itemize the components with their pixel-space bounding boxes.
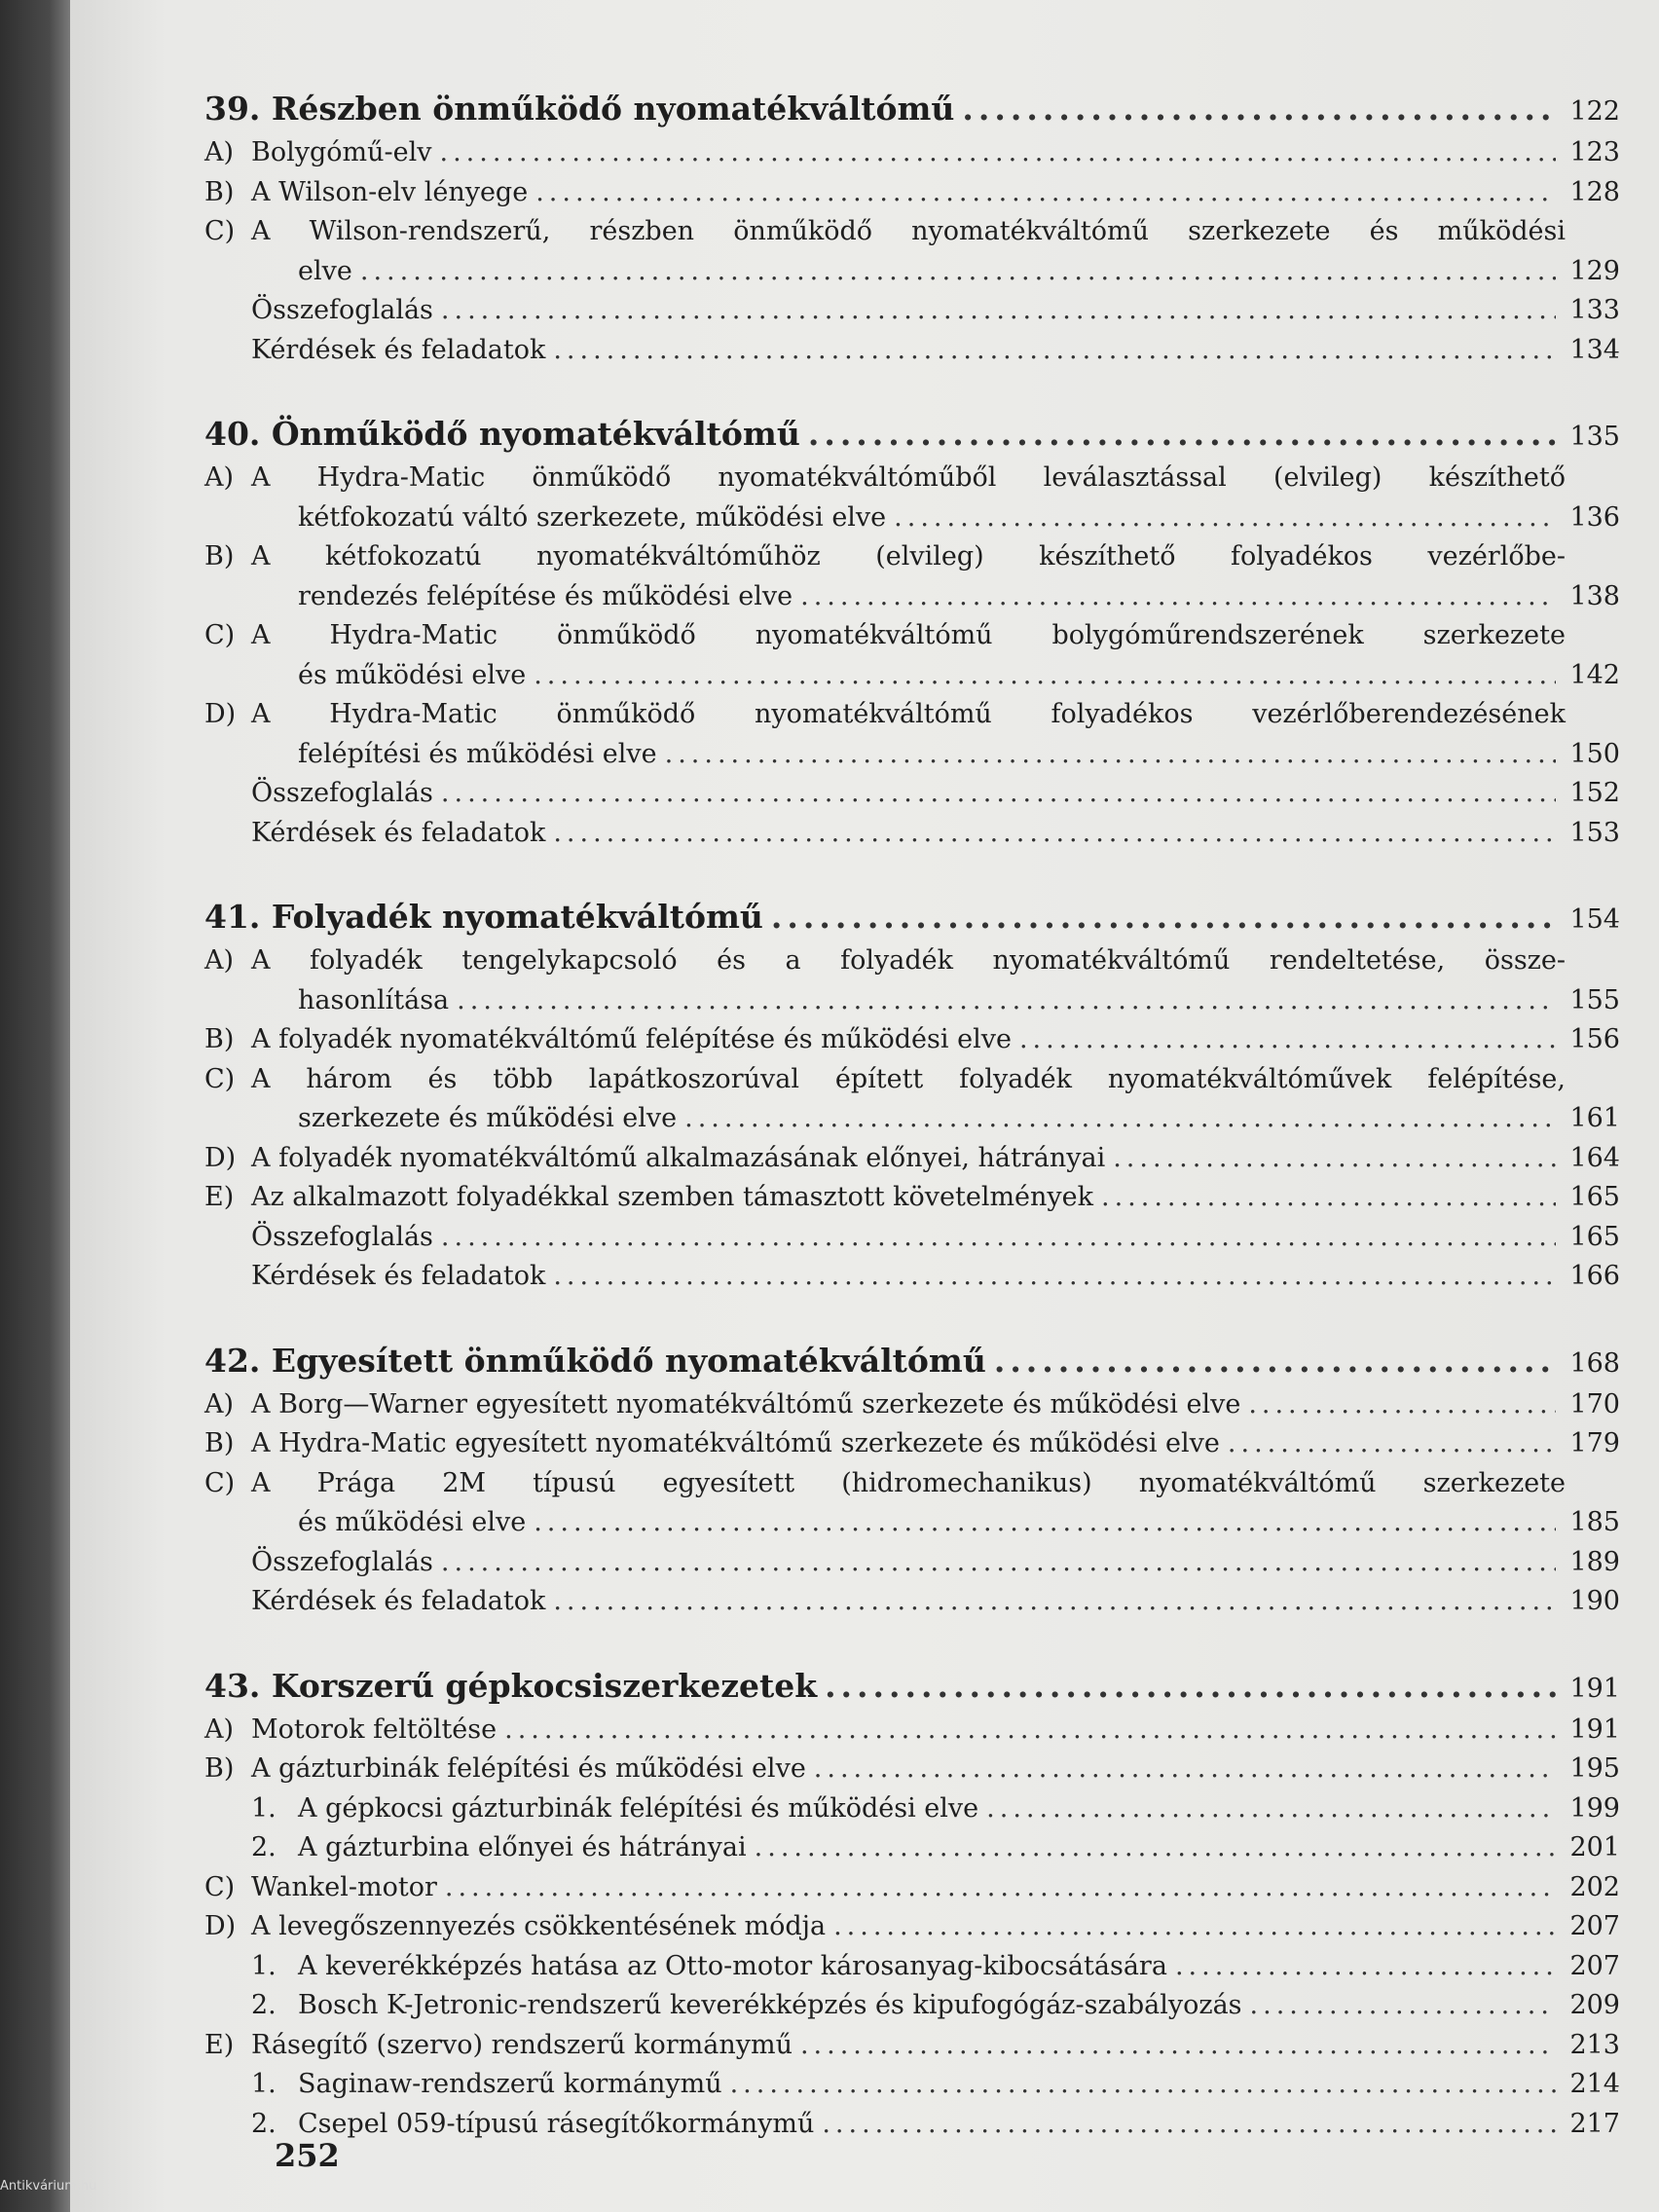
entry-page-number: 191 xyxy=(1569,1714,1620,1745)
toc-entry-line xyxy=(204,774,1620,814)
entry-text: Kérdések és feladatok xyxy=(251,817,546,848)
dot-leader xyxy=(1250,1986,1556,2026)
entry-text: A folyadék tengelykapcsoló és a folyadék nyomatékváltómű rendeltetése, össze- xyxy=(251,945,1566,976)
toc-entry-line xyxy=(204,2026,1620,2066)
entry-marker: D) xyxy=(204,699,237,729)
entry-page-number: 201 xyxy=(1569,1832,1620,1862)
section-heading xyxy=(204,1340,1620,1385)
dot-leader xyxy=(755,1828,1556,1868)
entry-text: kétfokozatú váltó szerkezete, működési elve xyxy=(298,501,887,533)
dot-leader xyxy=(894,498,1556,538)
dot-leader xyxy=(730,2065,1556,2105)
section-title: 41. Folyadék nyomatékváltómű xyxy=(204,898,763,936)
entry-text: Saginaw-rendszerű kormánymű xyxy=(298,2069,722,2099)
entry-text: A Hydra-Matic önműködő nyomatékváltómű bolygóműrendszerének szerkezete xyxy=(251,620,1566,650)
dot-leader xyxy=(441,1218,1556,1258)
entry-page-number: 142 xyxy=(1569,659,1620,690)
toc-entry-line xyxy=(204,616,1620,656)
dot-leader xyxy=(553,814,1556,854)
entry-text: elve xyxy=(298,255,352,286)
dot-leader xyxy=(457,981,1556,1021)
entry-page-number: 217 xyxy=(1569,2108,1620,2139)
entry-text: Összefoglalás xyxy=(251,1221,433,1252)
dot-leader xyxy=(534,656,1556,696)
entry-text: A Wilson-rendszerű, részben önműködő nyomatékváltómű szerkezete és működési xyxy=(251,216,1566,246)
entry-text: felépítési és működési elve xyxy=(298,738,657,769)
toc-entry-line xyxy=(204,577,1620,617)
entry-text: A kétfokozatú nyomatékváltóműhöz (elvileg) készíthető folyadékos vezérlőbe- xyxy=(251,541,1566,571)
entry-text: Bosch K-Jetronic-rendszerű keverékképzés és kipufogógáz-szabályozás xyxy=(298,1990,1242,2020)
section-page-number: 154 xyxy=(1569,904,1620,935)
entry-page-number: 195 xyxy=(1569,1753,1620,1784)
entry-page-number: 161 xyxy=(1569,1103,1620,1133)
dot-leader xyxy=(814,1750,1556,1789)
entry-page-number: 153 xyxy=(1569,817,1620,848)
entry-text: A levegőszennyezés csökkentésének módja xyxy=(251,1911,827,1941)
dot-leader xyxy=(1019,1020,1556,1060)
section-title: 40. Önműködő nyomatékváltómű xyxy=(204,415,800,453)
entry-page-number: 190 xyxy=(1569,1586,1620,1616)
entry-marker: B) xyxy=(204,176,235,207)
entry-text: Az alkalmazott folyadékkal szemben támasztott követelmények xyxy=(251,1182,1094,1212)
entry-marker: B) xyxy=(204,1428,235,1458)
section-page-number: 191 xyxy=(1569,1673,1620,1704)
entry-page-number: 133 xyxy=(1569,295,1620,325)
dot-leader xyxy=(771,896,1556,939)
toc-entry-line xyxy=(204,2065,1620,2105)
section-page-number: 135 xyxy=(1569,422,1620,452)
toc-entry-line xyxy=(204,941,1620,981)
entry-text: és működési elve xyxy=(298,659,527,690)
dot-leader xyxy=(553,1257,1556,1297)
toc-entry-line xyxy=(204,1020,1620,1060)
entry-page-number: 138 xyxy=(1569,580,1620,611)
section-heading xyxy=(204,413,1620,459)
watermark: Antikvárium.hu xyxy=(0,2179,97,2194)
entry-page-number: 129 xyxy=(1569,255,1620,286)
toc-entry-line xyxy=(204,1947,1620,1987)
entry-marker: 1. xyxy=(251,1950,276,1981)
entry-marker: C) xyxy=(204,216,236,246)
section-heading xyxy=(204,1665,1620,1711)
toc-section xyxy=(204,413,1620,853)
entry-text: A Hydra-Matic egyesített nyomatékváltómű szerkezete és működési elve xyxy=(251,1428,1220,1458)
entry-text: hasonlítása xyxy=(298,984,450,1015)
entry-marker: A) xyxy=(204,1388,235,1419)
dot-leader xyxy=(445,1868,1556,1908)
entry-text: A folyadék nyomatékváltómű alkalmazásának előnyei, hátrányai xyxy=(251,1142,1106,1173)
entry-marker: B) xyxy=(204,1024,235,1054)
entry-page-number: 134 xyxy=(1569,334,1620,365)
dot-leader xyxy=(665,735,1556,775)
entry-page-number: 128 xyxy=(1569,176,1620,207)
toc-entry-line xyxy=(204,1789,1620,1829)
dot-leader xyxy=(504,1711,1556,1751)
entry-text: Bolygómű-elv xyxy=(251,137,432,167)
entry-page-number: 207 xyxy=(1569,1911,1620,1941)
entry-marker: C) xyxy=(204,1467,236,1498)
section-heading xyxy=(204,896,1620,941)
entry-text: Kérdések és feladatok xyxy=(251,1586,546,1616)
toc-entry-line xyxy=(204,252,1620,292)
dot-leader xyxy=(534,1503,1556,1543)
toc-entry-line xyxy=(204,1385,1620,1425)
dot-leader xyxy=(800,2026,1556,2066)
entry-text: A gépkocsi gázturbinák felépítési és működési elve xyxy=(298,1792,979,1824)
entry-text: Wankel-motor xyxy=(251,1871,437,1902)
entry-text: szerkezete és működési elve xyxy=(298,1103,678,1133)
entry-page-number: 123 xyxy=(1569,137,1620,167)
entry-page-number: 199 xyxy=(1569,1792,1620,1824)
entry-marker: A) xyxy=(204,462,235,493)
toc-entry-line xyxy=(204,133,1620,173)
toc-entry-line xyxy=(204,537,1620,577)
toc-entry-line xyxy=(204,2105,1620,2145)
entry-text: A három és több lapátkoszorúval épített folyadék nyomatékváltóművek felépítése, xyxy=(251,1063,1566,1094)
entry-text: Összefoglalás xyxy=(251,1546,433,1577)
toc-entry-line xyxy=(204,1218,1620,1258)
dot-leader xyxy=(994,1340,1556,1382)
entry-page-number: 150 xyxy=(1569,738,1620,769)
section-title: 43. Korszerű gépkocsiszerkezetek xyxy=(204,1666,818,1705)
toc-entry-line xyxy=(204,173,1620,213)
entry-text: Kérdések és feladatok xyxy=(251,334,546,365)
toc-entry-line xyxy=(204,498,1620,538)
section-heading xyxy=(204,88,1620,133)
toc-section xyxy=(204,1340,1620,1622)
page-number: 252 xyxy=(275,2137,340,2174)
entry-page-number: 165 xyxy=(1569,1182,1620,1212)
entry-page-number: 156 xyxy=(1569,1024,1620,1054)
entry-text: A Wilson-elv lényege xyxy=(251,176,529,207)
entry-page-number: 209 xyxy=(1569,1990,1620,2020)
entry-marker: C) xyxy=(204,1063,236,1094)
entry-page-number: 214 xyxy=(1569,2069,1620,2099)
toc-entry-line xyxy=(204,1711,1620,1751)
entry-marker: 1. xyxy=(251,2069,276,2099)
dot-leader xyxy=(1113,1139,1556,1179)
section-page-number: 122 xyxy=(1569,96,1620,127)
table-of-contents xyxy=(204,88,1620,2187)
entry-text: rendezés felépítése és működési elve xyxy=(298,580,793,611)
entry-text: Kérdések és feladatok xyxy=(251,1261,546,1291)
entry-text: Motorok feltöltése xyxy=(251,1714,498,1745)
toc-section xyxy=(204,1665,1620,2145)
dot-leader xyxy=(986,1789,1556,1829)
toc-entry-line xyxy=(204,1178,1620,1218)
entry-marker: A) xyxy=(204,1714,235,1745)
entry-text: és működési elve xyxy=(298,1507,527,1537)
toc-entry-line xyxy=(204,1060,1620,1100)
entry-text: A Prága 2M típusú egyesített (hidromechanikus) nyomatékváltómű szerkezete xyxy=(251,1467,1566,1498)
dot-leader xyxy=(1248,1385,1556,1425)
entry-marker: B) xyxy=(204,541,235,571)
toc-entry-line xyxy=(204,331,1620,371)
entry-marker: D) xyxy=(204,1142,237,1173)
entry-page-number: 152 xyxy=(1569,778,1620,808)
toc-section xyxy=(204,88,1620,370)
dot-leader xyxy=(441,1543,1556,1583)
toc-entry-line xyxy=(204,1868,1620,1908)
toc-entry-line xyxy=(204,1424,1620,1464)
toc-entry-line xyxy=(204,459,1620,498)
toc-entry-line xyxy=(204,814,1620,854)
entry-text: A Hydra-Matic önműködő nyomatékváltómű folyadékos vezérlőberendezésének xyxy=(251,699,1566,729)
toc-entry-line xyxy=(204,1986,1620,2026)
entry-text: A gázturbinák felépítési és működési elve xyxy=(251,1753,806,1784)
entry-page-number: 165 xyxy=(1569,1221,1620,1252)
dot-leader xyxy=(800,577,1556,617)
entry-page-number: 155 xyxy=(1569,984,1620,1015)
entry-marker: 1. xyxy=(251,1792,276,1824)
toc-entry-line xyxy=(204,656,1620,696)
entry-page-number: 213 xyxy=(1569,2029,1620,2060)
entry-text: Összefoglalás xyxy=(251,778,433,808)
entry-text: Összefoglalás xyxy=(251,295,433,325)
entry-text: Csepel 059-típusú rásegítőkormánymű xyxy=(298,2108,815,2139)
dot-leader xyxy=(808,413,1556,456)
entry-page-number: 189 xyxy=(1569,1546,1620,1577)
toc-entry-line xyxy=(204,1828,1620,1868)
entry-marker: E) xyxy=(204,1182,235,1212)
dot-leader xyxy=(962,88,1556,130)
section-title: 39. Részben önműködő nyomatékváltómű xyxy=(204,90,955,128)
toc-entry-line xyxy=(204,291,1620,331)
entry-page-number: 164 xyxy=(1569,1142,1620,1173)
toc-entry-line xyxy=(204,735,1620,775)
entry-page-number: 202 xyxy=(1569,1871,1620,1902)
toc-entry-line xyxy=(204,1257,1620,1297)
dot-leader xyxy=(441,291,1556,331)
entry-text: A Borg—Warner egyesített nyomatékváltómű szerkezete és működési elve xyxy=(251,1388,1241,1419)
dot-leader xyxy=(1228,1424,1556,1464)
toc-entry-line xyxy=(204,1139,1620,1179)
toc-entry-line xyxy=(204,981,1620,1021)
dot-leader xyxy=(684,1099,1556,1139)
entry-marker: C) xyxy=(204,1871,236,1902)
entry-marker: B) xyxy=(204,1753,235,1784)
book-spine-shadow xyxy=(0,0,70,2212)
entry-page-number: 207 xyxy=(1569,1950,1620,1981)
toc-entry-line xyxy=(204,1750,1620,1789)
dot-leader xyxy=(1175,1947,1556,1987)
toc-entry-line xyxy=(204,1582,1620,1622)
dot-leader xyxy=(553,331,1556,371)
entry-marker: D) xyxy=(204,1911,237,1941)
toc-entry-line xyxy=(204,1907,1620,1947)
toc-entry-line xyxy=(204,1543,1620,1583)
dot-leader xyxy=(553,1582,1556,1622)
dot-leader xyxy=(822,2105,1556,2145)
entry-marker: A) xyxy=(204,137,235,167)
entry-marker: A) xyxy=(204,945,235,976)
entry-page-number: 185 xyxy=(1569,1507,1620,1537)
entry-marker: 2. xyxy=(251,1990,276,2020)
toc-entry-line xyxy=(204,695,1620,735)
entry-text: Rásegítő (szervo) rendszerű kormánymű xyxy=(251,2029,793,2060)
dot-leader xyxy=(535,173,1556,213)
entry-marker: 2. xyxy=(251,2108,276,2139)
dot-leader xyxy=(441,774,1556,814)
toc-section xyxy=(204,896,1620,1297)
entry-text: A keverékképzés hatása az Otto-motor károsanyag-kibocsátására xyxy=(298,1950,1167,1981)
entry-text: A gázturbina előnyei és hátrányai xyxy=(298,1832,747,1862)
entry-marker: C) xyxy=(204,620,236,650)
dot-leader xyxy=(1101,1178,1556,1218)
entry-page-number: 170 xyxy=(1569,1388,1620,1419)
entry-page-number: 136 xyxy=(1569,501,1620,533)
toc-entry-line xyxy=(204,1503,1620,1543)
section-title: 42. Egyesített önműködő nyomatékváltómű xyxy=(204,1341,986,1380)
toc-entry-line xyxy=(204,1464,1620,1504)
entry-text: A Hydra-Matic önműködő nyomatékváltóműből leválasztással (elvileg) készíthető xyxy=(251,462,1566,493)
toc-entry-line xyxy=(204,212,1620,252)
entry-page-number: 166 xyxy=(1569,1261,1620,1291)
dot-leader xyxy=(825,1665,1556,1708)
entry-marker: E) xyxy=(204,2029,235,2060)
section-page-number: 168 xyxy=(1569,1347,1620,1379)
toc-entry-line xyxy=(204,1099,1620,1139)
dot-leader xyxy=(360,252,1556,292)
entry-marker: 2. xyxy=(251,1832,276,1862)
dot-leader xyxy=(440,133,1556,173)
dot-leader xyxy=(833,1907,1556,1947)
entry-page-number: 179 xyxy=(1569,1428,1620,1458)
entry-text: A folyadék nyomatékváltómű felépítése és működési elve xyxy=(251,1024,1012,1054)
